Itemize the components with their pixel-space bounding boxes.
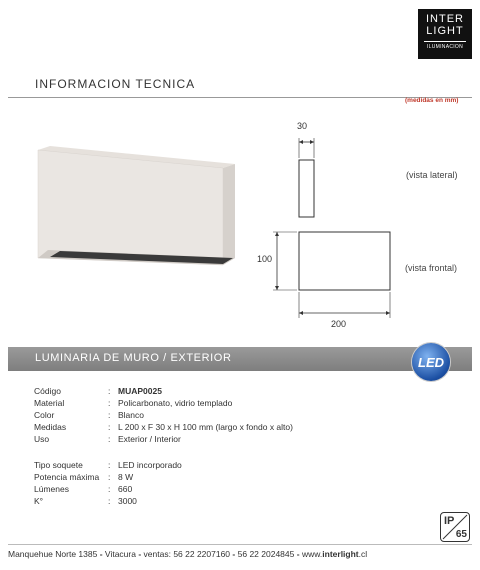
spec-value: Exterior / Interior <box>118 434 181 444</box>
spec-value: LED incorporado <box>118 460 182 470</box>
spec-key: Material <box>34 398 65 408</box>
spec-sep: : <box>108 386 111 396</box>
front-view-label: (vista frontal) <box>405 263 458 273</box>
spec-key: Código <box>34 386 61 396</box>
spec-key: K° <box>34 496 44 506</box>
spec-key: Uso <box>34 434 50 444</box>
footer-separator: - <box>296 549 300 559</box>
footer-web-prefix: www. <box>301 549 323 559</box>
spec-value: L 200 x F 30 x H 100 mm (largo x fondo x alto) <box>118 422 293 432</box>
footer-address: Manquehue Norte 1385 <box>8 549 98 559</box>
footer <box>8 549 367 559</box>
footer-divider <box>8 544 472 545</box>
spec-value: Blanco <box>118 410 144 420</box>
height-label: 100 <box>257 254 273 264</box>
section-title: INFORMACION TECNICA <box>35 77 196 91</box>
spec-row <box>34 484 132 495</box>
led-badge-icon <box>412 343 450 381</box>
spec-value: 660 <box>118 484 133 494</box>
footer-separator: - <box>232 549 236 559</box>
spec-key: Medidas <box>34 422 67 432</box>
footer-web-suffix: .cl <box>358 549 368 559</box>
spec-sep: : <box>108 434 111 444</box>
spec-row <box>34 386 162 397</box>
spec-key: Potencia máxima <box>34 472 100 482</box>
product-category-title: LUMINARIA DE MURO / EXTERIOR <box>35 352 232 364</box>
spec-sep: : <box>108 398 111 408</box>
front-view-rect <box>299 232 390 290</box>
footer-separator: - <box>138 549 142 559</box>
spec-row <box>34 434 181 445</box>
side-view-label: (vista lateral) <box>406 170 458 180</box>
spec-key: Color <box>34 410 55 420</box>
footer-web-name: interlight <box>322 549 359 559</box>
units-note: (medidas en mm) <box>405 97 459 104</box>
ip-value: 65 <box>455 529 467 540</box>
spec-row <box>34 410 144 421</box>
spec-value: Policarbonato, vidrio templado <box>118 398 233 408</box>
footer-sales-phone: ventas: 56 22 2207160 <box>143 549 231 559</box>
brand-logo <box>418 9 472 59</box>
logo-line-3: ILUMINACION <box>424 41 466 50</box>
spec-sep: : <box>108 422 111 432</box>
spec-value: 8 W <box>118 472 134 482</box>
technical-drawing <box>255 118 470 333</box>
spec-value: 3000 <box>118 496 137 506</box>
spec-row <box>34 496 137 507</box>
ip-rating-icon <box>440 512 470 542</box>
footer-phone-2: 56 22 2024845 <box>237 549 295 559</box>
product-side-face <box>223 164 235 265</box>
spec-key: Lúmenes <box>34 484 69 494</box>
header-divider <box>8 97 472 98</box>
spec-value: MUAP0025 <box>118 386 162 396</box>
spec-row <box>34 422 293 433</box>
logo-line-1: INTER <box>426 13 464 25</box>
spec-row <box>34 472 133 483</box>
footer-city: Vitacura <box>104 549 136 559</box>
length-label: 200 <box>331 319 347 329</box>
led-badge-text: LED <box>418 354 444 370</box>
spec-sep: : <box>108 484 111 494</box>
footer-website-link[interactable] <box>302 549 367 559</box>
spec-sep: : <box>108 410 111 420</box>
spec-key: Tipo soquete <box>34 460 83 470</box>
ip-prefix: IP <box>444 515 455 527</box>
logo-line-2: LIGHT <box>426 25 464 37</box>
spec-sep: : <box>108 460 111 470</box>
product-image <box>30 140 245 275</box>
product-front-face <box>38 150 223 265</box>
spec-sep: : <box>108 472 111 482</box>
footer-separator: - <box>99 549 103 559</box>
depth-label: 30 <box>297 121 308 131</box>
spec-row <box>34 460 182 471</box>
side-view-rect <box>299 160 314 217</box>
spec-row <box>34 398 232 409</box>
spec-sep: : <box>108 496 111 506</box>
